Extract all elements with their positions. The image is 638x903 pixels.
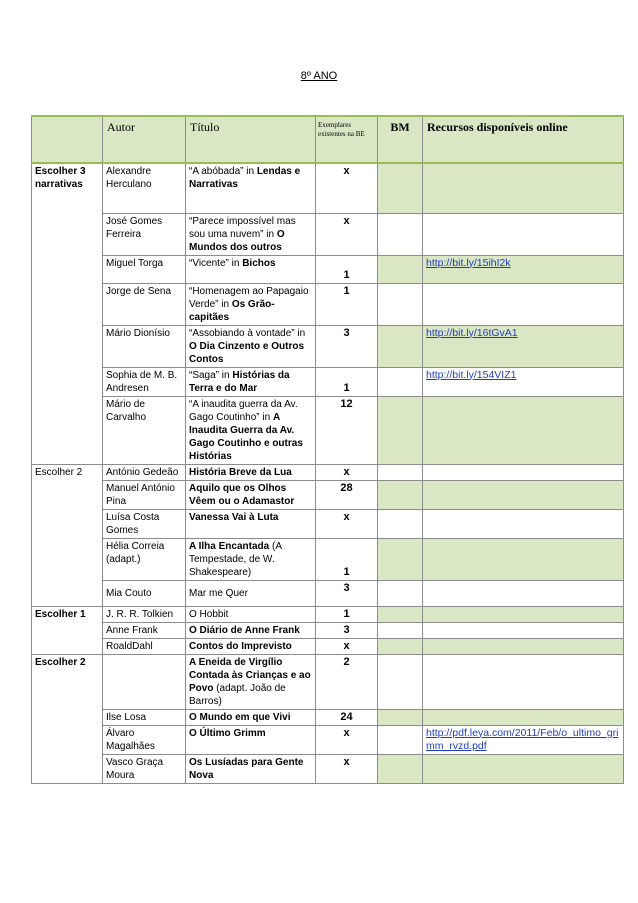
resource-cell xyxy=(423,638,624,654)
bm-cell xyxy=(378,606,423,622)
title-cell: O Último Grimm xyxy=(186,725,316,754)
count-cell: 24 xyxy=(316,709,378,725)
author-cell: Jorge de Sena xyxy=(103,283,186,325)
count-cell: 1 xyxy=(316,538,378,580)
count-cell: x xyxy=(316,725,378,754)
title-cell: O Hobbit xyxy=(186,606,316,622)
author-cell xyxy=(103,654,186,709)
table-row xyxy=(32,580,624,606)
bm-cell xyxy=(378,396,423,464)
resource-link[interactable]: http://bit.ly/15ihI2k xyxy=(426,256,511,269)
count-cell: 1 xyxy=(316,283,378,325)
bm-cell xyxy=(378,163,423,213)
header-titulo: Título xyxy=(186,116,316,163)
author-cell: Miguel Torga xyxy=(103,255,186,283)
group-label: Escolher 2 xyxy=(32,464,103,606)
title-cell: A Ilha Encantada (A Tempestade, de W. Shakespeare) xyxy=(186,538,316,580)
table-row xyxy=(32,255,624,283)
table-row xyxy=(32,654,624,709)
author-cell: Sophia de M. B. Andresen xyxy=(103,367,186,396)
header-group xyxy=(32,116,103,163)
bm-cell xyxy=(378,255,423,283)
resource-cell xyxy=(423,606,624,622)
bm-cell xyxy=(378,622,423,638)
table-row xyxy=(32,538,624,580)
bm-cell xyxy=(378,725,423,754)
count-cell: 1 xyxy=(316,255,378,283)
count-cell: 1 xyxy=(316,606,378,622)
bm-cell xyxy=(378,580,423,606)
author-cell: Hélia Correia (adapt.) xyxy=(103,538,186,580)
bm-cell xyxy=(378,754,423,783)
title-cell: Contos do Imprevisto xyxy=(186,638,316,654)
title-cell: A Eneida de Virgílio Contada às Crianças e ao Povo (adapt. João de Barros) xyxy=(186,654,316,709)
count-cell: x xyxy=(316,163,378,213)
count-cell: 3 xyxy=(316,622,378,638)
author-cell: António Gedeão xyxy=(103,464,186,480)
reading-list-table xyxy=(31,115,624,784)
author-cell: Mia Couto xyxy=(103,580,186,606)
bm-cell xyxy=(378,367,423,396)
resource-cell xyxy=(423,654,624,709)
author-cell: Manuel António Pina xyxy=(103,480,186,509)
bm-cell xyxy=(378,283,423,325)
table-row xyxy=(32,638,624,654)
count-cell: x xyxy=(316,754,378,783)
bm-cell xyxy=(378,709,423,725)
title-cell: Mar me Quer xyxy=(186,580,316,606)
bm-cell xyxy=(378,480,423,509)
count-cell: 28 xyxy=(316,480,378,509)
table-row xyxy=(32,754,624,783)
count-cell: x xyxy=(316,638,378,654)
author-cell: Vasco Graça Moura xyxy=(103,754,186,783)
title-cell: Vanessa Vai à Luta xyxy=(186,509,316,538)
table-row xyxy=(32,367,624,396)
table-row xyxy=(32,509,624,538)
author-cell: J. R. R. Tolkien xyxy=(103,606,186,622)
resource-cell[interactable] xyxy=(423,725,624,754)
bm-cell xyxy=(378,464,423,480)
table-row xyxy=(32,325,624,367)
group-label: Escolher 1 xyxy=(32,606,103,654)
resource-cell xyxy=(423,509,624,538)
title-cell: “A abóbada” in Lendas e Narrativas xyxy=(186,163,316,213)
author-cell: Ilse Losa xyxy=(103,709,186,725)
table-row xyxy=(32,606,624,622)
author-cell: RoaldDahl xyxy=(103,638,186,654)
table-row xyxy=(32,480,624,509)
author-cell: Alexandre Herculano xyxy=(103,163,186,213)
header-autor: Autor xyxy=(103,116,186,163)
resource-cell xyxy=(423,396,624,464)
table-row xyxy=(32,725,624,754)
title-cell: Aquilo que os Olhos Vêem ou o Adamastor xyxy=(186,480,316,509)
author-cell: Mário de Carvalho xyxy=(103,396,186,464)
group-label: Escolher 3 narrativas xyxy=(32,163,103,464)
resource-cell xyxy=(423,163,624,213)
title-cell: Os Lusíadas para Gente Nova xyxy=(186,754,316,783)
author-cell: Luísa Costa Gomes xyxy=(103,509,186,538)
resource-link[interactable]: http://bit.ly/16tGvA1 xyxy=(426,326,518,339)
title-cell: “Assobiando à vontade” in O Dia Cinzento e Outros Contos xyxy=(186,325,316,367)
bm-cell xyxy=(378,325,423,367)
resource-cell xyxy=(423,213,624,255)
title-cell: “Homenagem ao Papagaio Verde” in Os Grão-capitães xyxy=(186,283,316,325)
bm-cell xyxy=(378,654,423,709)
group-label: Escolher 2 xyxy=(32,654,103,783)
title-cell: História Breve da Lua xyxy=(186,464,316,480)
bm-cell xyxy=(378,509,423,538)
resource-cell xyxy=(423,754,624,783)
count-cell: x xyxy=(316,213,378,255)
count-cell: 1 xyxy=(316,367,378,396)
count-cell: 3 xyxy=(316,580,378,606)
table-row xyxy=(32,709,624,725)
table-row xyxy=(32,163,624,213)
resource-link[interactable]: http://bit.ly/154VIZ1 xyxy=(426,368,517,381)
title-cell: “Parece impossível mas sou uma nuvem” in O Mundos dos outros xyxy=(186,213,316,255)
resource-cell xyxy=(423,480,624,509)
author-cell: Mário Dionísio xyxy=(103,325,186,367)
table-row xyxy=(32,283,624,325)
title-cell: O Diário de Anne Frank xyxy=(186,622,316,638)
resource-cell xyxy=(423,709,624,725)
count-cell: 12 xyxy=(316,396,378,464)
header-row xyxy=(32,116,624,163)
resource-cell xyxy=(423,538,624,580)
count-cell: 2 xyxy=(316,654,378,709)
header-recursos: Recursos disponíveis online xyxy=(423,116,624,163)
count-cell: 3 xyxy=(316,325,378,367)
title-cell: O Mundo em que Vivi xyxy=(186,709,316,725)
header-bm: BM xyxy=(378,116,423,163)
bm-cell xyxy=(378,538,423,580)
table-row xyxy=(32,622,624,638)
bm-cell xyxy=(378,213,423,255)
count-cell: x xyxy=(316,509,378,538)
bm-cell xyxy=(378,638,423,654)
author-cell: José Gomes Ferreira xyxy=(103,213,186,255)
table-row xyxy=(32,396,624,464)
resource-cell xyxy=(423,283,624,325)
resource-link[interactable]: http://pdf.leya.com/2011/Feb/o_ultimo_grimm_rvzd.pdf xyxy=(426,726,619,752)
title-cell: “Vicente” in Bichos xyxy=(186,255,316,283)
resource-cell[interactable] xyxy=(423,325,624,367)
title-cell: “Saga” in Histórias da Terra e do Mar xyxy=(186,367,316,396)
table-row xyxy=(32,464,624,480)
header-exemplares: Exemplares existentes na BE xyxy=(316,116,378,163)
resource-cell[interactable] xyxy=(423,255,624,283)
author-cell: Anne Frank xyxy=(103,622,186,638)
resource-cell[interactable] xyxy=(423,367,624,396)
author-cell: Álvaro Magalhães xyxy=(103,725,186,754)
resource-cell xyxy=(423,464,624,480)
page-title: 8º ANO xyxy=(300,70,338,82)
resource-cell xyxy=(423,580,624,606)
table-row xyxy=(32,213,624,255)
resource-cell xyxy=(423,622,624,638)
title-cell: “A inaudita guerra da Av. Gago Coutinho” in A Inaudita Guerra da Av. Gago Coutinho e outras Histórias xyxy=(186,396,316,464)
count-cell: x xyxy=(316,464,378,480)
